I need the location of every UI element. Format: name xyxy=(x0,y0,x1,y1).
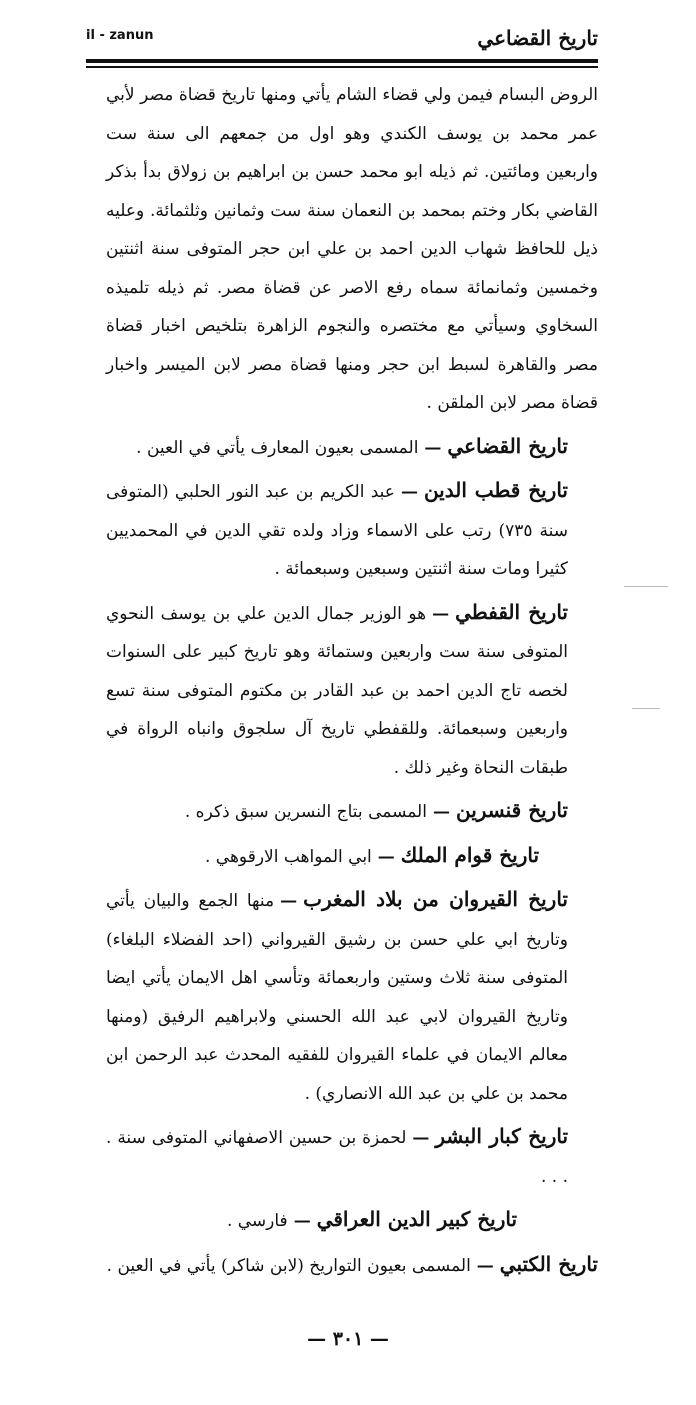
entry-heading: تاريخ كبير الدين العراقي xyxy=(316,1207,518,1231)
running-title: تاريخ القضاعي xyxy=(477,26,598,50)
entry-kabir-al-din xyxy=(106,1200,598,1241)
entry-dash: — xyxy=(280,891,298,911)
entry-qifti xyxy=(106,593,598,788)
running-header xyxy=(86,26,598,58)
page-body xyxy=(106,76,598,1285)
entry-dash: — xyxy=(432,603,450,624)
margin-mark xyxy=(632,708,660,709)
entry-qudai xyxy=(106,427,598,468)
entry-text: المسمى بعيون المعارف يأتي في العين . xyxy=(136,437,419,458)
entry-text: ابي المواهب الارقوهي . xyxy=(204,846,372,867)
header-rule-thick xyxy=(86,59,598,63)
entry-heading: تاريخ القفطي xyxy=(455,599,569,624)
running-latin-text: il - zanun xyxy=(86,28,154,43)
entry-text: المسمى بتاج النسرين سبق ذكره . xyxy=(184,802,427,822)
margin-mark xyxy=(624,586,668,587)
entry-heading: تاريخ القيروان من بلاد المغرب xyxy=(303,887,568,911)
entry-dash: — xyxy=(377,846,395,867)
entry-dash: — xyxy=(432,802,450,822)
entry-heading: تاريخ قنسرين xyxy=(455,798,568,822)
entry-qayrawan xyxy=(106,880,598,1113)
entry-dash: — xyxy=(476,1255,494,1276)
entry-text: عبد الكريم بن عبد النور الحلبي (المتوفى سنة ٧٣٥) رتب على الاسماء وزاد ولده تقي الدين في المحمديين كثيرا ومات سنة اثنتين وسبعين وسبعمائة . xyxy=(106,482,568,579)
entry-heading: تاريخ الكتبي xyxy=(499,1251,598,1276)
entry-dash: — xyxy=(293,1211,311,1231)
intro-paragraph: الروض البسام فيمن ولي قضاء الشام يأتي ومنها تاريخ قضاة مصر لأبي عمر محمد بن يوسف الكندي وهو اول من جمعهم الى سنة ست واربعين ومائتين. ثم ذيله ابو محمد حسن بن ابراهيم بن زولاق بدأ بذكر القاضي بكار وختم بمحمد بن النعمان سنة ست وثمانين وثلثمائة. وعليه ذيل للحافظ شهاب الدين احمد بن علي ابن حجر المتوفى سنة اثنتين وخمسين وثمانمائة سماه رفع الاصر عن قضاة مصر. ثم ذيله تلميذه السخاوي وسيأتي مع مختصره والنجوم الزاهرة بتلخيص اخبار قضاة مصر والقاهرة لسبط ابن حجر ومنها قضاة مصر لابن الميسر واخبار قضاة مصر لابن الملقن . xyxy=(106,85,598,413)
entry-text: المسمى بعيون التواريخ (لابن شاكر) يأتي في العين . xyxy=(106,1255,471,1276)
entry-text: فارسي . xyxy=(226,1211,288,1231)
entry-kutubi xyxy=(106,1245,598,1286)
entry-qinnasrin xyxy=(106,791,598,832)
entry-text: هو الوزير جمال الدين علي بن يوسف النحوي المتوفى سنة ست واربعين وستمائة وهو تاريخ كبير على السنوات لخصه تاج الدين احمد بن عبد القادر بن مكتوم المتوفى سنة تسع واربعين وسبعمائة. وللقفطي تاريخ آل سلجوق وانباه الرواة في طبقات النحاة وغير ذلك . xyxy=(106,603,568,778)
entry-dash: — xyxy=(412,1128,430,1148)
entry-qawam-al-mulk xyxy=(106,836,598,877)
entry-qutb-al-din xyxy=(106,471,598,589)
header-rule-thin xyxy=(86,66,598,68)
entry-heading: تاريخ القضاعي xyxy=(447,433,568,458)
entry-text: لحمزة بن حسين الاصفهاني المتوفى سنة . . . . xyxy=(106,1128,568,1187)
entry-kibar-al-bashar xyxy=(106,1117,598,1196)
page-number: — ٣٠١ — xyxy=(307,1328,389,1350)
entry-heading: تاريخ قطب الدين xyxy=(423,478,568,502)
entry-text: منها الجمع والبيان يأتي وتاريخ ابي علي حسن بن رشيق القيرواني (احد الفضلاء البلغاء) المتوفى سنة ثلاث وستين واربعمائة وتأسي اهل الايمان يأتي ايضا وتاريخ القيروان لابي عبد الله الحسني ولابراهيم الرفيق (ومنها معالم الايمان في علماء القيروان للفقيه المحدث عبد الرحمن ابن محمد بن علي بن عبد الله الانصاري) . xyxy=(106,891,568,1104)
entry-dash: — xyxy=(424,437,442,458)
entry-heading: تاريخ كبار البشر xyxy=(435,1124,569,1148)
entry-heading: تاريخ قوام الملك xyxy=(400,842,540,867)
entry-dash: — xyxy=(400,482,418,502)
